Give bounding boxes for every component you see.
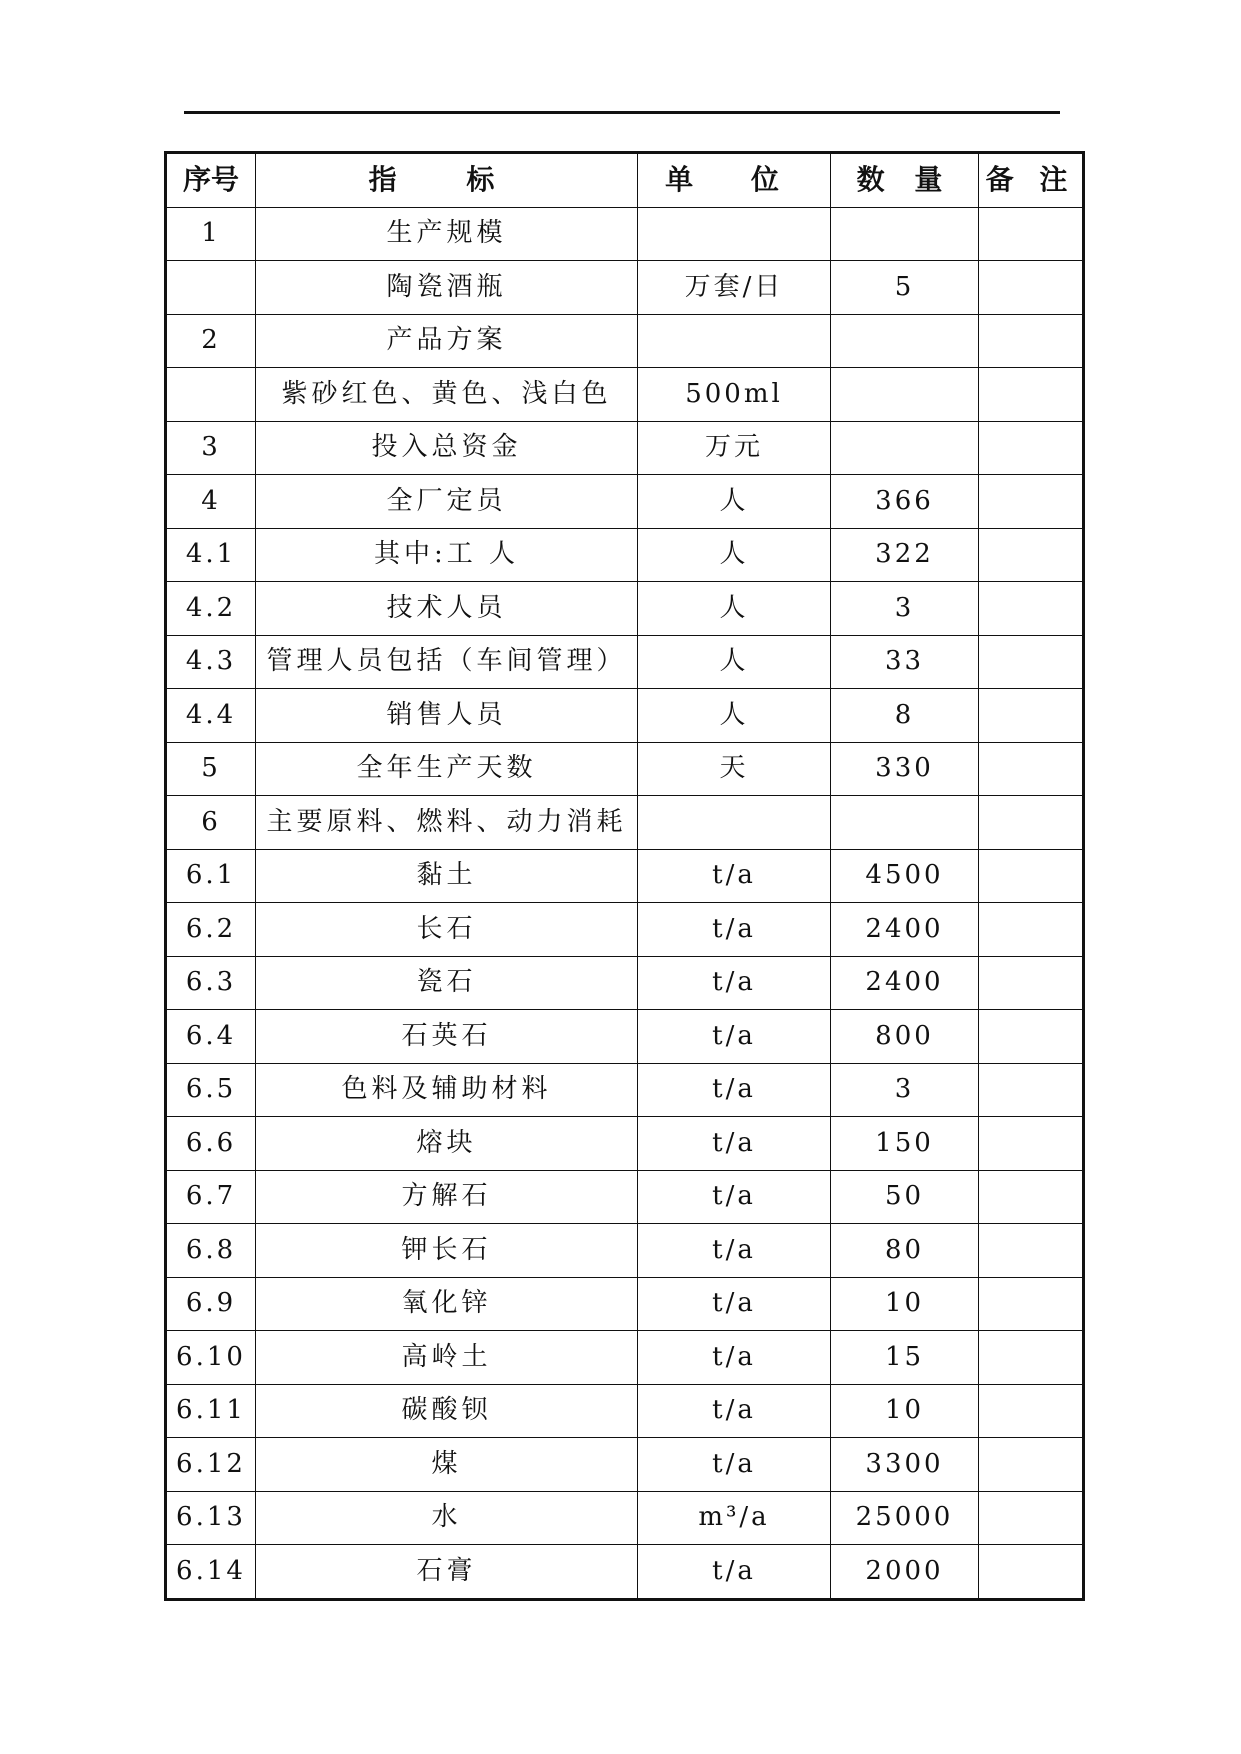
- table-row: [166, 207, 1084, 261]
- cell-quantity: 330: [831, 742, 979, 796]
- cell-note: [979, 314, 1084, 368]
- cell-note: [979, 261, 1084, 315]
- table-row: [166, 1545, 1084, 1600]
- cell-serial-number: 4: [166, 475, 256, 529]
- cell-indicator: 销售人员: [256, 689, 638, 743]
- cell-serial-number: 6.13: [166, 1491, 256, 1545]
- table-row: [166, 742, 1084, 796]
- cell-quantity: 5: [831, 261, 979, 315]
- cell-note: [979, 421, 1084, 475]
- cell-indicator: 技术人员: [256, 582, 638, 636]
- cell-quantity: 80: [831, 1224, 979, 1278]
- cell-serial-number: 6.7: [166, 1170, 256, 1224]
- table-row: [166, 1331, 1084, 1385]
- cell-serial-number: 1: [166, 207, 256, 261]
- cell-quantity: 10: [831, 1384, 979, 1438]
- cell-note: [979, 1331, 1084, 1385]
- cell-unit: t/a: [638, 1224, 831, 1278]
- table-header-row: [166, 153, 1084, 208]
- table-row: [166, 849, 1084, 903]
- cell-quantity: 150: [831, 1117, 979, 1171]
- cell-unit: 万套/日: [638, 261, 831, 315]
- cell-unit: t/a: [638, 1545, 831, 1600]
- cell-unit: t/a: [638, 1010, 831, 1064]
- indicator-table: [164, 151, 1085, 1601]
- cell-quantity: [831, 314, 979, 368]
- cell-note: [979, 475, 1084, 529]
- table-row: [166, 956, 1084, 1010]
- cell-unit: [638, 207, 831, 261]
- cell-note: [979, 1277, 1084, 1331]
- cell-serial-number: 4.4: [166, 689, 256, 743]
- cell-indicator: 钾长石: [256, 1224, 638, 1278]
- cell-note: [979, 1010, 1084, 1064]
- cell-unit: 500ml: [638, 368, 831, 422]
- table-row: [166, 1438, 1084, 1492]
- cell-unit: m³/a: [638, 1491, 831, 1545]
- cell-quantity: 10: [831, 1277, 979, 1331]
- cell-note: [979, 635, 1084, 689]
- cell-unit: t/a: [638, 1438, 831, 1492]
- header-unit: 单 位: [638, 153, 831, 208]
- table-row: [166, 1491, 1084, 1545]
- cell-unit: 人: [638, 689, 831, 743]
- cell-indicator: 全厂定员: [256, 475, 638, 529]
- table-row: [166, 1117, 1084, 1171]
- cell-quantity: 15: [831, 1331, 979, 1385]
- cell-serial-number: 6.3: [166, 956, 256, 1010]
- header-serial-number: 序号: [166, 153, 256, 208]
- cell-serial-number: 6.10: [166, 1331, 256, 1385]
- cell-unit: t/a: [638, 1117, 831, 1171]
- cell-serial-number: [166, 261, 256, 315]
- cell-serial-number: 6.1: [166, 849, 256, 903]
- table-row: [166, 1277, 1084, 1331]
- table-row: [166, 903, 1084, 957]
- cell-serial-number: [166, 368, 256, 422]
- cell-indicator: 生产规模: [256, 207, 638, 261]
- cell-indicator: 产品方案: [256, 314, 638, 368]
- cell-note: [979, 903, 1084, 957]
- cell-serial-number: 6.12: [166, 1438, 256, 1492]
- table-row: [166, 261, 1084, 315]
- cell-indicator: 高岭土: [256, 1331, 638, 1385]
- cell-indicator: 石英石: [256, 1010, 638, 1064]
- cell-indicator: 碳酸钡: [256, 1384, 638, 1438]
- cell-serial-number: 6.11: [166, 1384, 256, 1438]
- cell-unit: [638, 796, 831, 850]
- table-body: [166, 207, 1084, 1599]
- cell-note: [979, 1438, 1084, 1492]
- cell-unit: 万元: [638, 421, 831, 475]
- cell-quantity: 322: [831, 528, 979, 582]
- table-row: [166, 528, 1084, 582]
- cell-quantity: [831, 207, 979, 261]
- cell-indicator: 其中:工 人: [256, 528, 638, 582]
- cell-quantity: 3300: [831, 1438, 979, 1492]
- table-row: [166, 314, 1084, 368]
- cell-indicator: 水: [256, 1491, 638, 1545]
- cell-note: [979, 1224, 1084, 1278]
- cell-quantity: 3: [831, 1063, 979, 1117]
- cell-indicator: 陶瓷酒瓶: [256, 261, 638, 315]
- cell-note: [979, 1063, 1084, 1117]
- cell-unit: 人: [638, 582, 831, 636]
- cell-indicator: 长石: [256, 903, 638, 957]
- cell-quantity: 2400: [831, 903, 979, 957]
- cell-unit: t/a: [638, 1170, 831, 1224]
- cell-indicator: 紫砂红色、黄色、浅白色: [256, 368, 638, 422]
- cell-serial-number: 6.8: [166, 1224, 256, 1278]
- table-row: [166, 1224, 1084, 1278]
- table-row: [166, 1384, 1084, 1438]
- cell-indicator: 石膏: [256, 1545, 638, 1600]
- header-note: 备 注: [979, 153, 1084, 208]
- cell-serial-number: 4.2: [166, 582, 256, 636]
- cell-note: [979, 956, 1084, 1010]
- cell-note: [979, 742, 1084, 796]
- header-indicator: 指 标: [256, 153, 638, 208]
- cell-unit: [638, 314, 831, 368]
- cell-quantity: 366: [831, 475, 979, 529]
- cell-quantity: 50: [831, 1170, 979, 1224]
- cell-serial-number: 6.6: [166, 1117, 256, 1171]
- cell-unit: 人: [638, 635, 831, 689]
- cell-quantity: [831, 368, 979, 422]
- table-row: [166, 1170, 1084, 1224]
- cell-note: [979, 1117, 1084, 1171]
- cell-quantity: 25000: [831, 1491, 979, 1545]
- table-row: [166, 1063, 1084, 1117]
- cell-indicator: 黏土: [256, 849, 638, 903]
- cell-unit: t/a: [638, 1331, 831, 1385]
- cell-indicator: 氧化锌: [256, 1277, 638, 1331]
- cell-unit: t/a: [638, 1384, 831, 1438]
- cell-unit: 人: [638, 475, 831, 529]
- cell-unit: 天: [638, 742, 831, 796]
- cell-serial-number: 6.4: [166, 1010, 256, 1064]
- table-row: [166, 368, 1084, 422]
- cell-indicator: 色料及辅助材料: [256, 1063, 638, 1117]
- cell-note: [979, 1170, 1084, 1224]
- header-quantity: 数 量: [831, 153, 979, 208]
- cell-note: [979, 849, 1084, 903]
- table-row: [166, 421, 1084, 475]
- cell-note: [979, 582, 1084, 636]
- cell-indicator: 煤: [256, 1438, 638, 1492]
- cell-serial-number: 6.9: [166, 1277, 256, 1331]
- cell-note: [979, 1491, 1084, 1545]
- cell-indicator: 全年生产天数: [256, 742, 638, 796]
- cell-note: [979, 796, 1084, 850]
- cell-note: [979, 1545, 1084, 1600]
- cell-unit: t/a: [638, 903, 831, 957]
- cell-quantity: 33: [831, 635, 979, 689]
- table-row: [166, 582, 1084, 636]
- cell-serial-number: 6.14: [166, 1545, 256, 1600]
- table-row: [166, 1010, 1084, 1064]
- cell-indicator: 主要原料、燃料、动力消耗: [256, 796, 638, 850]
- cell-quantity: [831, 796, 979, 850]
- cell-serial-number: 6.5: [166, 1063, 256, 1117]
- cell-quantity: [831, 421, 979, 475]
- cell-note: [979, 207, 1084, 261]
- cell-quantity: 4500: [831, 849, 979, 903]
- cell-note: [979, 689, 1084, 743]
- cell-unit: t/a: [638, 956, 831, 1010]
- cell-serial-number: 6: [166, 796, 256, 850]
- cell-note: [979, 1384, 1084, 1438]
- cell-unit: t/a: [638, 1063, 831, 1117]
- table-row: [166, 635, 1084, 689]
- cell-indicator: 方解石: [256, 1170, 638, 1224]
- cell-serial-number: 2: [166, 314, 256, 368]
- cell-indicator: 熔块: [256, 1117, 638, 1171]
- cell-serial-number: 6.2: [166, 903, 256, 957]
- cell-serial-number: 4.1: [166, 528, 256, 582]
- table-row: [166, 475, 1084, 529]
- cell-quantity: 2000: [831, 1545, 979, 1600]
- cell-indicator: 管理人员包括（车间管理）: [256, 635, 638, 689]
- cell-indicator: 投入总资金: [256, 421, 638, 475]
- cell-quantity: 800: [831, 1010, 979, 1064]
- cell-note: [979, 528, 1084, 582]
- cell-quantity: 3: [831, 582, 979, 636]
- table-row: [166, 689, 1084, 743]
- cell-serial-number: 4.3: [166, 635, 256, 689]
- cell-quantity: 8: [831, 689, 979, 743]
- cell-indicator: 瓷石: [256, 956, 638, 1010]
- header-rule: [184, 111, 1060, 114]
- cell-unit: 人: [638, 528, 831, 582]
- cell-unit: t/a: [638, 1277, 831, 1331]
- cell-serial-number: 5: [166, 742, 256, 796]
- cell-unit: t/a: [638, 849, 831, 903]
- cell-note: [979, 368, 1084, 422]
- cell-quantity: 2400: [831, 956, 979, 1010]
- table-row: [166, 796, 1084, 850]
- cell-serial-number: 3: [166, 421, 256, 475]
